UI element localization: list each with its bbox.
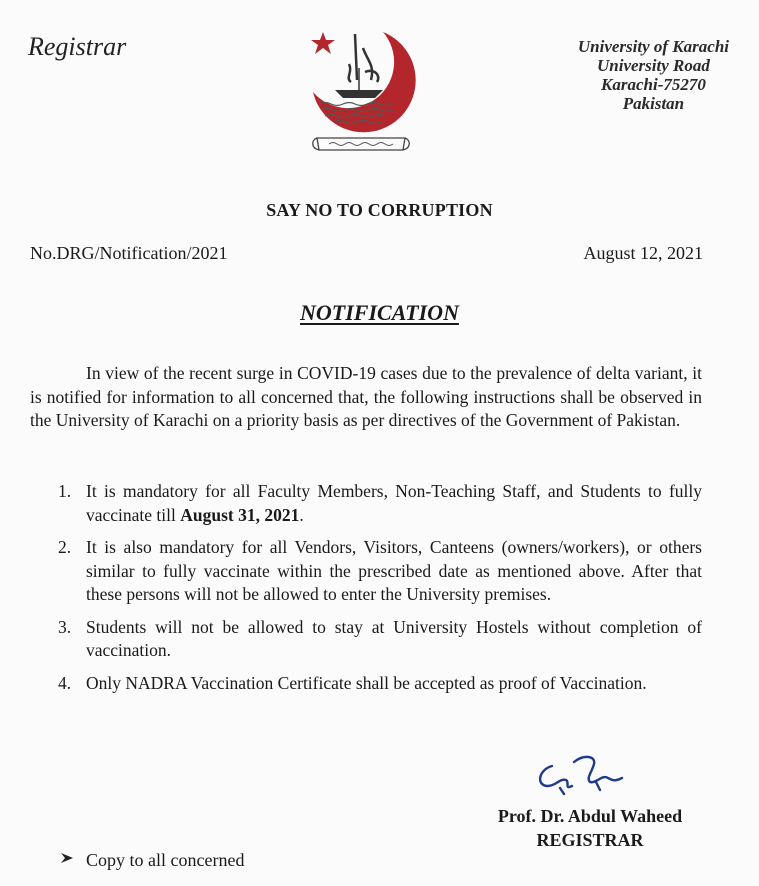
instruction-text: It is also mandatory for all Vendors, Visitors, Canteens (owners/workers), or others similar to fully vaccinate within the prescribed date as mentioned above. After that these persons will not be allowed to enter the University premises. [86,537,702,604]
instruction-text: It is mandatory for all Faculty Members, Non-Teaching Staff, and Students to fully vaccinate till [86,481,702,525]
instruction-item [52,480,702,527]
instruction-suffix: . [299,504,304,525]
handwritten-signature-icon [530,752,650,800]
instruction-number: 3. [58,616,72,637]
instruction-item [52,672,702,696]
instruction-number: 4. [58,672,72,693]
instruction-number: 2. [58,537,72,557]
office-heading: Registrar [28,32,127,61]
signatory-name: Prof. Dr. Abdul Waheed [497,806,683,826]
notification-title: NOTIFICATION [300,300,459,325]
instruction-number: 1. [58,481,72,501]
instruction-text: Students will not be allowed to stay at University Hostels without completion of vaccination. [86,616,702,660]
instructions-list [52,480,702,704]
deadline-date: August 31, 2021 [180,504,300,525]
address-line: Karachi-75270 [601,75,706,94]
distribution-line [60,850,244,871]
star-icon [311,32,335,54]
intro-paragraph: In view of the recent surge in COVID-19 cases due to the prevalence of delta variant, it is notified for information to all concerned that, the following instructions shall be observed in the University of Karachi on a priority basis as per directives of the Government of Pakistan. [30,363,702,430]
address-line: University of Karachi [577,37,729,56]
signatory-block [470,804,710,852]
instruction-item [52,616,702,663]
notification-date: August 12, 2021 [583,243,703,263]
instruction-text: Only NADRA Vaccination Certificate shall be accepted as proof of Vaccination. [86,672,647,693]
instruction-item [52,536,702,607]
address-line: University Road [597,56,710,75]
university-crest-icon [305,20,417,155]
slogan: SAY NO TO CORRUPTION [266,200,493,220]
notification-title-wrapper [0,300,759,326]
arrowhead-bullet-icon [60,852,76,869]
university-address [578,37,729,113]
signatory-designation: REGISTRAR [536,830,644,850]
distribution-text: Copy to all concerned [86,850,245,870]
reference-number: No.DRG/Notification/2021 [30,243,228,263]
address-line: Pakistan [622,94,685,113]
